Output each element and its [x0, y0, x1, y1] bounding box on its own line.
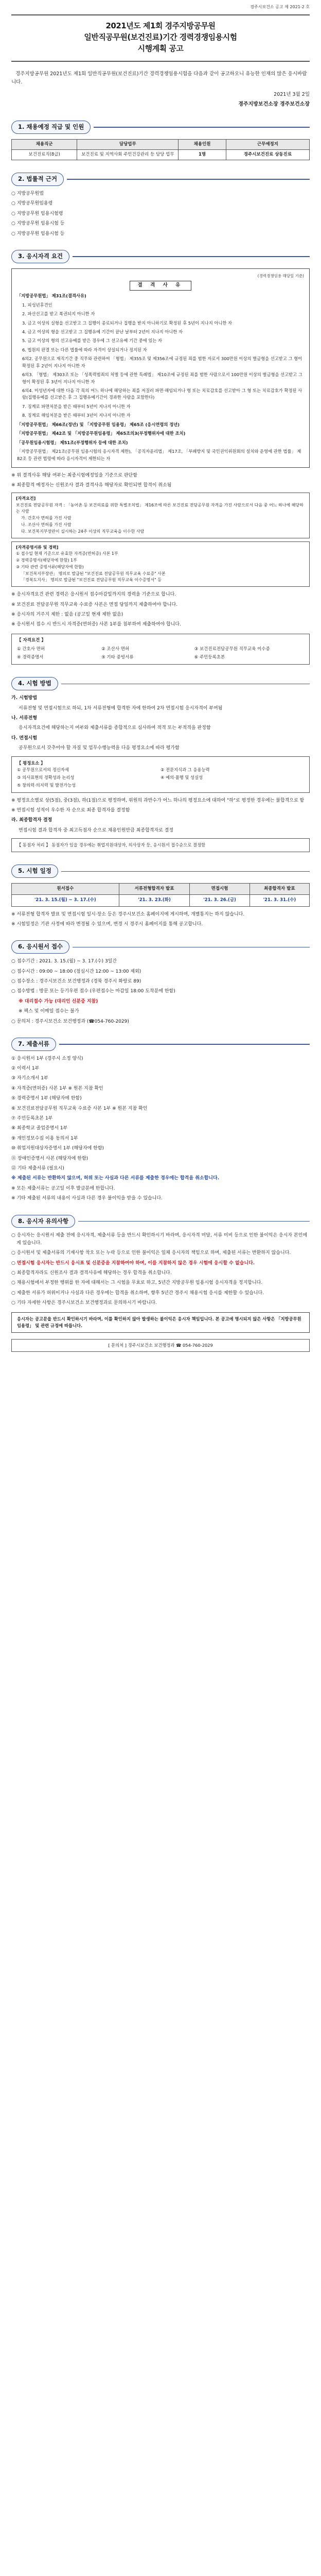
contact-info: [ 문의처 ] 경주시보건소 보건행정과 ☎ 054-760-2029: [11, 1339, 310, 1352]
certificate-box-title: 【 자격요건 】: [17, 637, 46, 643]
table-cell: '21. 3. 15.(월) ~ 3. 17.(수): [12, 895, 119, 906]
recruitment-table: [11, 139, 310, 160]
requirement-line: 나. 조산사 면허를 가진 사람: [21, 522, 72, 527]
section-1-title: 1. 채용예정 직급 및 인원: [11, 121, 91, 134]
list-item: ※ 응시자의 거주지 제한 : 없음 (공고일 현재 제한 없음): [11, 612, 123, 618]
list-item: ⑪ 장애인증명서 사본 (해당자에 한함): [11, 1156, 88, 1161]
certificate-grid: [17, 646, 304, 661]
law-reference: 「지방공무원법」 제31조(결격사유): [17, 293, 86, 299]
section-divider: [73, 947, 310, 948]
box-title: 결 격 사 유: [130, 281, 191, 291]
intro-paragraph: 경주지방공무원 2021년도 제1회 일반직공무원(보건진료)기간 경력경쟁임용시험을 다음과 같이 공고하오니 유능한 인재의 많은 응시바랍니다.: [11, 71, 307, 86]
section-4-title: 4. 시험 방법: [11, 677, 58, 690]
list-item: ○ 응시자는 응시원서 제출 전에 응시자격, 제출서류 등을 반드시 확인하시기 바라며, 응시자격 미달, 서류 미비 등으로 인한 불이익은 응시자 본인에게 있습니다.: [11, 1233, 308, 1246]
list-item: ○ 지방공무원법: [11, 191, 44, 197]
disqualification-item: 8. 징계로 해임처분을 받은 때부터 3년이 지나지 아니한 자: [22, 413, 131, 418]
list-item: ○ 지방공무원 임용시험령: [11, 211, 63, 216]
list-item: ※ 응시자격요건 관련 경력은 응시원서 접수마감일까지의 경력을 기준으로 합니다.: [11, 592, 176, 598]
list-item: ○ 접수장소 : 경주시보건소 보건행정과 (경북 경주시 화랑로 89): [11, 978, 141, 984]
table-header-cell: 담당업무: [77, 139, 179, 149]
disqualification-item: 6의2. 공무원으로 재직기간 중 직무와 관련하여 「형법」 제355조 및 제356조에 규정된 죄를 범한 자로서 300만원 이상의 벌금형을 선고받고 그 형이 확정된 후 2년이 지나지 아니한 자: [22, 356, 302, 368]
list-item: ※ 모든 제출서류는 공고일 이후 발급분에 한합니다.: [11, 1185, 115, 1191]
table-header-row: [12, 884, 310, 895]
certificate-cell: ⑤ 기타 증빙서류: [101, 655, 134, 660]
list-item: ○ 면접시험 응시자는 반드시 응시표 및 신분증을 지참하여야 하며, 이를 지참하지 않은 경우 시험에 응시할 수 없습니다.: [11, 1260, 255, 1266]
exam-heading: 가. 시험방법: [11, 696, 38, 701]
table-header-cell: 서류전형합격자 발표: [119, 884, 190, 895]
list-item: ※ 기타 제출된 서류의 내용이 사실과 다른 경우 불이익을 받을 수 있습니다.: [11, 1196, 163, 1201]
list-item: ※ 최종합격 예정자는 신원조사 결과 결격사유 해당자로 확인되면 합격이 취소됨: [11, 483, 172, 488]
evaluation-factor: ③ 의사표현의 정확성과 논리성: [17, 775, 75, 781]
list-item: ○ 문의처 : 경주시보건소 보건행정과 (☎054-760-2029): [11, 1019, 129, 1024]
table-cell: '21. 3. 31.(수): [249, 895, 309, 906]
disqualification-box: [11, 268, 310, 468]
list-item: ※ 응시원서 접수 시 반드시 자격증(면허증) 사본 1부를 첨부하여 제출하여야 합니다.: [11, 622, 181, 628]
schedule-table: [11, 883, 310, 906]
exam-heading: 라. 최종합격자 결정: [11, 818, 52, 823]
section-divider: [67, 179, 310, 180]
title-box: [11, 14, 310, 61]
table-row: [12, 895, 310, 906]
section-7-title: 7. 제출서류: [11, 1038, 56, 1051]
table-header-cell: 최종합격자 발표: [249, 884, 309, 895]
section-5-header: [11, 865, 310, 878]
table-cell: '21. 3. 26.(금): [190, 895, 249, 906]
announcement-number: 경주시보건소 공고 제 2021-2 호: [250, 5, 310, 9]
table-header-cell: 근무예정지: [226, 139, 309, 149]
title-line-3: 시행계획 공고: [137, 43, 184, 53]
disqualification-item: 5. 금고 이상의 형의 선고유예를 받은 경우에 그 선고유예 기간 중에 있는 자: [22, 338, 162, 344]
exam-method-list: [11, 694, 310, 752]
certificate-cell: ① 간호사 면허: [17, 647, 45, 652]
application-list: [11, 958, 310, 1025]
list-item: ② 이력서 1부: [11, 1066, 40, 1072]
evidence-line: ② 경력증명서(해당자에 한함) 1부: [16, 558, 77, 563]
evaluation-grid: [17, 767, 304, 789]
list-item: ○ 접수방법 : 방문 또는 등기우편 접수 (우편접수는 마감일 18:00 도착분에 한함): [11, 989, 175, 994]
law-reference: 「지방공무원법」 제42조 및 「지방공무원임용령」 제65조의3(부정행위자에 대한 조치): [17, 431, 186, 436]
exam-notes: [11, 797, 310, 835]
evidence-subline: 「보건복지부장관」 명의로 발급된 "보건진료 전담공무원 직무교육 수료증" 사본: [21, 571, 166, 576]
list-item: ○ 최종합격자라도 신원조사 결과 결격사유에 해당하는 경우 합격을 취소합니다.: [11, 1270, 172, 1276]
list-item: ※ 제출된 서류는 반환하지 않으며, 허위 또는 사실과 다른 서류를 제출한 경우에는 합격을 취소합니다.: [11, 1176, 220, 1181]
title-line-2: 일반직공무원(보건진료)기간 경력경쟁임용시험: [84, 32, 237, 42]
list-item: ⑨ 개인정보수집 이용 동의서 1부: [11, 1136, 78, 1141]
list-item: ※ 시험일정은 기관 사정에 따라 변경될 수 있으며, 변경 시 경주시 홈페이지를 통해 공고합니다.: [11, 921, 203, 927]
requirement-line: 가. 간호사 면허를 가진 사람: [21, 516, 72, 521]
list-item: ⑤ 경력증명서 1부 (해당자에 한함): [11, 1096, 82, 1101]
section-3-header: [11, 250, 310, 263]
disqualification-item: 4. 금고 이상의 형을 선고받고 그 집행유예 기간이 끝난 날부터 2년이 지나지 아니한 자: [22, 329, 183, 334]
section-8-header: [11, 1215, 310, 1228]
evidence-line: ③ 기타 관련 증빙서류(해당자에 한함): [16, 564, 84, 569]
evaluation-factors-box: [11, 756, 310, 793]
section-divider: [78, 1221, 310, 1222]
certificate-box: [11, 634, 310, 665]
disqualification-item: 6의3. 「형법」 제303조 또는 「성폭력범죄의 처벌 등에 관한 특례법」 제10조에 규정된 죄를 범한 사람으로서 100만원 이상의 벌금형을 선고받고 그 형이 확정된 후 3년이 지나지 아니한 자: [22, 372, 302, 384]
table-cell: 1명: [179, 150, 226, 160]
section-5-title: 5. 시험 일정: [11, 865, 58, 878]
table-header-cell: 채용직군: [12, 139, 77, 149]
section-1-header: [11, 121, 310, 134]
table-header-cell: 면접시험: [190, 884, 249, 895]
list-item: ⑥ 보건진료전담공무원 직무교육 수료증 사본 1부 ※ 원본 지참 확인: [11, 1106, 148, 1111]
documents-list: [11, 1055, 310, 1202]
list-item: ※ 면접시험 성적이 우수한 자 순으로 최종 합격자를 결정함: [11, 807, 130, 813]
requirement-line: 다. 보건복지부장관이 실시하는 24주 이상의 직무교육을 이수한 사람: [21, 529, 145, 534]
table-header-cell: 원서접수: [12, 884, 119, 895]
disqualification-item: 7. 징계로 파면처분을 받은 때부터 5년이 지나지 아니한 자: [22, 403, 131, 409]
list-item: ○ 채용시험에서 부정한 행위를 한 자에 대해서는 그 시험을 무효로 하고, 5년간 지방공무원 임용시험 응시자격을 정지합니다.: [11, 1280, 263, 1286]
list-item: ※ 평정요소별로 상(5점), 중(3점), 하(1점)으로 평정하며, 위원의 과반수가 어느 하나의 평정요소에 대하여 "하"로 평정한 경우에는 불합격으로 함: [11, 798, 305, 803]
list-item: ○ 기타 자세한 사항은 경주시보건소 보건행정과로 문의하시기 바랍니다.: [11, 1300, 157, 1306]
box-caption: (경력경쟁임용 해당일 기준): [257, 273, 304, 278]
section-4-header: [11, 677, 310, 690]
list-item: ※ 위 결격사유 해당 여부는 최종시험예정일을 기준으로 판단함: [11, 472, 137, 478]
qualification-notes: [11, 472, 310, 489]
final-notice-box: 응시자는 공고문을 반드시 확인하시기 바라며, 이를 확인하지 않아 발생하는 불이익은 응시자 책임입니다. 본 공고에 명시되지 않은 사항은 「지방공무원 임용령」 및 관련 규정에 따릅니다.: [11, 1312, 310, 1333]
table-header-cell: 채용인원: [179, 139, 226, 149]
evaluation-factor: ② 전문지식과 그 응용능력: [160, 767, 210, 772]
section-6-title: 6. 응시원서 접수: [11, 940, 69, 954]
list-item: ○ 지방공무원 임용시험 등: [11, 221, 65, 227]
requirement-line: 보건진료 전담공무원 자격 : 「농어촌 등 보건의료를 위한 특별조치법」 제16조에 따른 보건진료 전담공무원 자격을 가진 사람으로서 다음 중 어느 하나에 해당하는 사람: [16, 502, 304, 514]
list-item: ○ 응시원서 및 제출서류의 기재사항 착오 또는 누락 등으로 인한 불이익은 일체 응시자의 책임으로 하며, 제출된 서류는 반환하지 않습니다.: [11, 1250, 291, 1256]
list-item: ○ 접수기간 : 2021. 3. 15.(월) ~ 3. 17.(수) 3일간: [11, 959, 117, 964]
section-divider: [59, 1044, 310, 1045]
table-cell: 경주시보건진료 상동진료: [226, 150, 309, 160]
schedule-notes: [11, 911, 310, 928]
certificate-cell: ④ 경력증명서: [17, 655, 44, 660]
list-item: ③ 자기소개서 1부: [11, 1076, 48, 1081]
section-divider: [94, 127, 310, 128]
list-item: ⑩ 취업지원대상자증명서 1부 (해당자에 한함): [11, 1146, 104, 1151]
section-divider: [73, 256, 310, 257]
evaluation-factor: ① 공무원으로서의 정신자세: [17, 767, 69, 772]
table-cell: '21. 3. 23.(화): [119, 895, 190, 906]
certificate-cell: ⑥ 주민등록초본: [194, 655, 225, 660]
law-reference: 「지방공무원법」 제21조(공무원 임용시험의 응시자격 제한), 「공직자윤리법」 제17조, 「부패방지 및 국민권익위원회의 설치와 운영에 관한 법률」 제82조 등 관련 법령에 따라 응시자격이 제한되는 자: [17, 449, 301, 461]
section-2-title: 2. 법률적 근거: [11, 173, 64, 186]
list-item: ○ 제출한 서류가 허위이거나 사실과 다른 경우에는 합격을 취소하며, 향후 5년간 경주시 채용시험 응시를 제한할 수 있습니다.: [11, 1290, 264, 1296]
title-line-1: 2021년도 제1회 경주지방공무원: [105, 21, 216, 31]
disqualification-item: 6의4. 미성년자에 대한 다음 각 목의 어느 하나에 해당하는 죄를 저질러 파면·해임되거나 형 또는 치료감호를 선고받아 그 형 또는 치료감호가 확정된 사람(집행유예를 선고받은 후 그 집행유예기간이 경과한 사람을 포함한다): [22, 388, 302, 400]
exam-body: 서류전형 및 면접시험으로 하되, 1차 서류전형에 합격한 자에 한하여 2차 면접시험 응시자격이 부여됨: [19, 705, 223, 711]
table-header-row: [12, 139, 310, 149]
section-2-header: [11, 173, 310, 186]
applicant-notes-list: [11, 1232, 310, 1307]
table-cell: 보건진료 및 지역사회 주민건강관리 등 담당 업무: [77, 150, 179, 160]
section-3-title: 3. 응시자격 요건: [11, 250, 69, 263]
law-reference: 「공무원임용시험령」 제51조(부정행위자 등에 대한 조치): [17, 439, 128, 445]
section-divider: [61, 684, 310, 685]
list-item: ※ 대리접수 가능 (대리인 신분증 지참): [19, 998, 98, 1004]
list-item: ① 응시원서 1부 (경주시 소정 양식): [11, 1056, 83, 1061]
exam-body: 공무원으로서 갖추어야 할 자질 및 업무수행능력을 다음 평정요소에 따라 평가함: [19, 745, 180, 751]
section-8-title: 8. 응시자 유의사항: [11, 1215, 75, 1228]
exam-heading: 다. 면접시험: [11, 735, 38, 741]
evaluation-title: 【 평정요소 】: [17, 760, 45, 766]
evaluation-factor: ④ 예의·품행 및 성실성: [160, 775, 203, 781]
qualification-extra-notes: [11, 591, 310, 629]
list-item: ⑫ 기타 제출서류 (필요시): [11, 1166, 64, 1171]
section-divider: [61, 871, 310, 872]
evaluation-factor: ⑤ 창의력·의지력 및 발전가능성: [17, 783, 76, 788]
list-item: ○ 접수시간 : 09:00 ~ 18:00 (점심시간 12:00 ~ 13:00 제외): [11, 969, 141, 974]
list-item: ④ 자격증(면허증) 사본 1부 ※ 원본 지참 확인: [11, 1086, 103, 1091]
exam-body: 면접시험 결과 합격자 중 최고득점자 순으로 채용인원만큼 최종합격자로 결정: [19, 827, 174, 833]
certificate-cell: ③ 보건진료전담공무원 직무교육 이수증: [194, 647, 270, 652]
evidence-subline: 「경북도지사」 명의로 발급된 "보건진료 전담공무원 직무교육 이수증명서" 등: [21, 578, 162, 583]
requirements-box: [11, 493, 310, 538]
list-item: ○ 지방공무원임용령: [11, 201, 53, 207]
legal-basis-list: [11, 190, 310, 238]
disqualification-item: 2. 파산선고를 받고 복권되지 아니한 자: [22, 311, 95, 317]
list-item: ○ 지방공무원 임용시험 등: [11, 231, 65, 236]
disqualification-item: 3. 금고 이상의 실형을 선고받고 그 집행이 종료되거나 집행을 받지 아니하기로 확정된 후 5년이 지나지 아니한 자: [22, 320, 233, 326]
section-7-header: [11, 1038, 310, 1051]
list-item: ※ 보건진료 전담공무원 직무교육 수료증 사본은 면접 당일까지 제출하여야 합니다.: [11, 602, 178, 607]
table-cell: 보건진료직(8급): [12, 150, 77, 160]
disqualification-item: 6. 법원의 판결 또는 다른 법률에 따라 자격이 상실되거나 정지된 자: [22, 347, 147, 352]
section-6-header: [11, 940, 310, 954]
requirements-title: [자격요건]: [16, 496, 36, 501]
list-item: ※ 팩스 및 이메일 접수는 불가: [19, 1009, 79, 1014]
exam-heading: 나. 서류전형: [11, 715, 38, 721]
list-item: ⑦ 주민등록초본 1부: [11, 1116, 53, 1122]
announcement-date: 2021년 3월 2일: [274, 91, 310, 97]
tie-break-box: 【 동점자 처리 】 동점자가 있을 경우에는 취업지원대상자, 의사상자 등, 응시원서 접수순으로 결정함: [11, 838, 310, 852]
list-item: ※ 서류전형 합격자 발표 및 면접시험 일시·장소 등은 경주시보건소 홈페이지에 게시하며, 개별통지는 하지 않습니다.: [11, 911, 245, 917]
table-row: [12, 150, 310, 160]
issuing-agency: 경주지방보건소장 경주보건소장: [238, 101, 310, 107]
evidence-title: [자격증명서류 및 경력]: [16, 545, 59, 550]
list-item: ⑧ 최종학교 졸업증명서 1부: [11, 1126, 68, 1131]
certificate-cell: ② 조산사 면허: [101, 647, 130, 652]
law-reference: 「지방공무원법」 제66조(정년) 및 「지방공무원 임용령」 제65조 (응시연령의 정년): [17, 421, 180, 427]
evidence-box: [11, 541, 310, 587]
disqualification-item: 1. 피성년후견인: [22, 302, 52, 308]
exam-body: 응시자격요건에 해당하는지 여부와 제출서류를 종합적으로 심사하여 적격 또는 부적격을 판정함: [19, 725, 211, 731]
evidence-line: ① 접수일 현재 기준으로 유효한 자격증(면허증) 사본 1부: [16, 551, 118, 556]
